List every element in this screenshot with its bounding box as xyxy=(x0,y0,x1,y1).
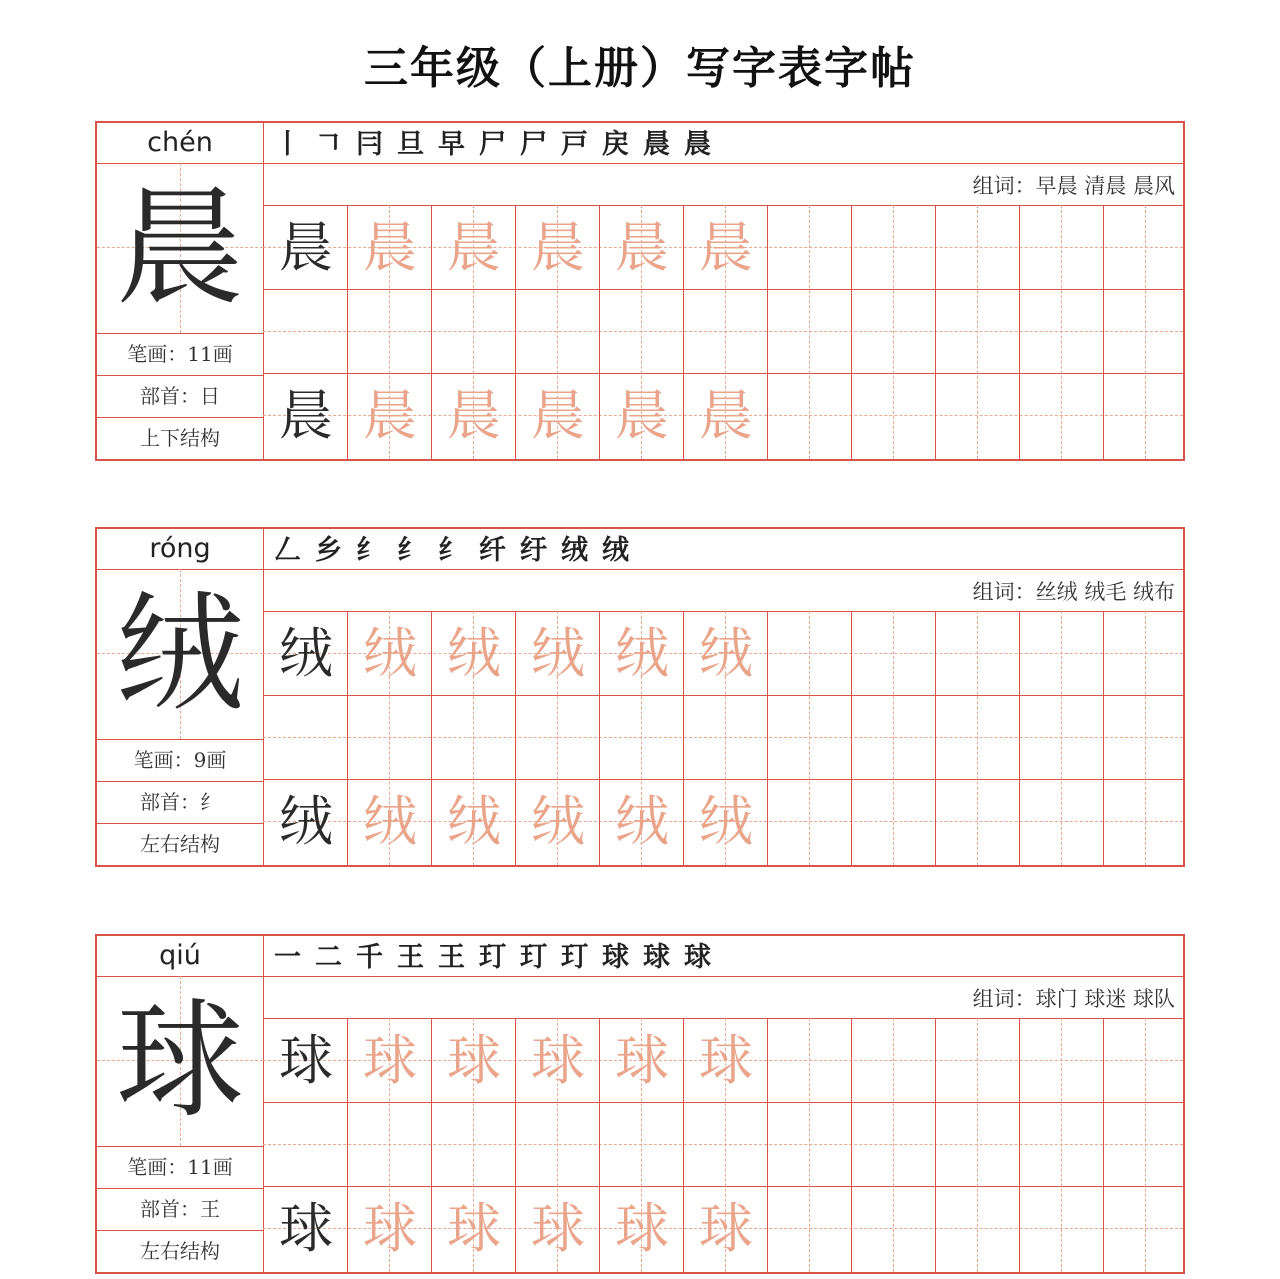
radical: 部首：王 xyxy=(140,1197,220,1221)
structure: 左右结构 xyxy=(140,832,220,856)
structure: 上下结构 xyxy=(140,426,220,450)
trace-character: 球 xyxy=(615,1197,669,1260)
grid-guide-line xyxy=(263,737,1183,738)
grid-row-line xyxy=(263,1102,1183,1103)
grid-col-line xyxy=(1103,611,1104,865)
grid-col-line xyxy=(767,611,768,865)
stroke-step: 绒 xyxy=(602,535,629,566)
grid-col-line xyxy=(1103,205,1104,459)
grid-guide-line xyxy=(977,205,978,459)
stroke-step: 丨 xyxy=(274,129,301,160)
stroke-step: 尸 xyxy=(520,129,547,160)
grid-row-line xyxy=(263,205,1183,206)
stroke-step: 绒 xyxy=(561,535,588,566)
trace-character: 球 xyxy=(363,1197,417,1260)
pinyin: qiú xyxy=(159,940,201,971)
stroke-step: 千 xyxy=(356,942,383,973)
character-block xyxy=(95,121,1185,461)
stroke-step: 玎 xyxy=(561,942,588,973)
trace-character: 球 xyxy=(615,1029,669,1092)
main-character: 晨 xyxy=(115,174,244,323)
trace-character: 球 xyxy=(447,1197,501,1260)
trace-character: 晨 xyxy=(363,216,417,279)
grid-col-line xyxy=(599,1018,600,1272)
trace-character: 球 xyxy=(447,1029,501,1092)
grid-guide-line xyxy=(893,205,894,459)
stroke-order xyxy=(267,936,718,976)
trace-character: 绒 xyxy=(615,790,669,853)
grid-col-line xyxy=(935,611,936,865)
grid-col-line xyxy=(683,611,684,865)
stroke-step: 球 xyxy=(684,942,711,973)
stroke-step: 冃 xyxy=(356,129,383,160)
grid-col-line xyxy=(515,205,516,459)
main-character: 绒 xyxy=(115,580,244,729)
stroke-step: 𠃍 xyxy=(315,129,342,160)
grid-col-line xyxy=(515,611,516,865)
trace-character: 晨 xyxy=(363,384,417,447)
left-column-divider xyxy=(263,529,264,865)
stroke-step: 纟 xyxy=(356,535,383,566)
stroke-step: 纡 xyxy=(520,535,547,566)
trace-character: 晨 xyxy=(531,384,585,447)
grid-row-line xyxy=(263,695,1183,696)
stroke-step: 晨 xyxy=(684,129,711,160)
model-character: 绒 xyxy=(279,622,333,685)
grid-col-line xyxy=(1019,205,1020,459)
grid-row-line xyxy=(263,373,1183,374)
model-character: 球 xyxy=(279,1197,333,1260)
grid-guide-line xyxy=(1145,205,1146,459)
trace-character: 球 xyxy=(531,1197,585,1260)
grid-col-line xyxy=(1103,1018,1104,1272)
pinyin: chén xyxy=(147,127,213,158)
word-examples: 组词：丝绒 绒毛 绒布 xyxy=(972,580,1175,604)
grid-guide-line xyxy=(809,611,810,865)
stroke-step: 戻 xyxy=(602,129,629,160)
trace-character: 球 xyxy=(699,1029,753,1092)
grid-guide-line xyxy=(977,1018,978,1272)
trace-character: 晨 xyxy=(447,216,501,279)
grid-row-line xyxy=(97,569,1183,570)
stroke-step: 球 xyxy=(643,942,670,973)
trace-character: 晨 xyxy=(615,384,669,447)
trace-character: 绒 xyxy=(447,622,501,685)
grid-row-line xyxy=(263,289,1183,290)
grid-col-line xyxy=(1019,611,1020,865)
grid-col-line xyxy=(347,205,348,459)
grid-col-line xyxy=(683,205,684,459)
grid-guide-line xyxy=(1061,205,1062,459)
grid-guide-line xyxy=(977,611,978,865)
trace-character: 绒 xyxy=(363,790,417,853)
trace-character: 绒 xyxy=(531,622,585,685)
left-column-divider xyxy=(263,123,264,459)
grid-col-line xyxy=(767,205,768,459)
radical: 部首：纟 xyxy=(140,790,220,814)
grid-row-line xyxy=(263,1186,1183,1187)
grid-guide-line xyxy=(1145,1018,1146,1272)
trace-character: 绒 xyxy=(615,622,669,685)
stroke-step: 一 xyxy=(274,942,301,973)
left-column-divider xyxy=(263,936,264,1272)
stroke-count: 笔画：11画 xyxy=(127,342,233,366)
trace-character: 绒 xyxy=(699,622,753,685)
character-block xyxy=(95,527,1185,867)
pinyin: róng xyxy=(149,533,211,564)
stroke-step: 早 xyxy=(438,129,465,160)
stroke-step: 王 xyxy=(438,942,465,973)
grid-guide-line xyxy=(809,205,810,459)
trace-character: 绒 xyxy=(699,790,753,853)
stroke-step: 戸 xyxy=(561,129,588,160)
grid-col-line xyxy=(515,1018,516,1272)
grid-col-line xyxy=(767,1018,768,1272)
main-character: 球 xyxy=(115,987,244,1136)
stroke-step: 旦 xyxy=(397,129,424,160)
grid-row-line xyxy=(263,611,1183,612)
trace-character: 晨 xyxy=(447,384,501,447)
trace-character: 绒 xyxy=(363,622,417,685)
grid-guide-line xyxy=(1061,611,1062,865)
stroke-step: 二 xyxy=(315,942,342,973)
grid-guide-line xyxy=(263,331,1183,332)
trace-character: 晨 xyxy=(615,216,669,279)
trace-character: 绒 xyxy=(447,790,501,853)
trace-character: 晨 xyxy=(699,216,753,279)
word-examples: 组词：球门 球迷 球队 xyxy=(972,987,1175,1011)
grid-col-line xyxy=(935,205,936,459)
model-character: 晨 xyxy=(279,216,333,279)
stroke-count: 笔画：11画 xyxy=(127,1155,233,1179)
grid-col-line xyxy=(851,611,852,865)
grid-guide-line xyxy=(809,1018,810,1272)
grid-col-line xyxy=(851,1018,852,1272)
radical: 部首：日 xyxy=(140,384,220,408)
grid-guide-line xyxy=(893,611,894,865)
stroke-count: 笔画：9画 xyxy=(133,748,227,772)
trace-character: 晨 xyxy=(699,384,753,447)
stroke-step: 尸 xyxy=(479,129,506,160)
grid-guide-line xyxy=(1145,611,1146,865)
trace-character: 晨 xyxy=(531,216,585,279)
grid-col-line xyxy=(935,1018,936,1272)
trace-character: 绒 xyxy=(531,790,585,853)
stroke-step: 晨 xyxy=(643,129,670,160)
stroke-order xyxy=(267,529,636,569)
word-examples: 组词：早晨 清晨 晨风 xyxy=(972,174,1175,198)
grid-row-line xyxy=(263,779,1183,780)
grid-col-line xyxy=(599,611,600,865)
stroke-step: 球 xyxy=(602,942,629,973)
stroke-step: 乡 xyxy=(315,535,342,566)
grid-col-line xyxy=(347,611,348,865)
stroke-step: 王 xyxy=(397,942,424,973)
stroke-order xyxy=(267,123,718,163)
model-character: 球 xyxy=(279,1029,333,1092)
grid-col-line xyxy=(431,611,432,865)
grid-row-line xyxy=(263,1018,1183,1019)
grid-guide-line xyxy=(263,1144,1183,1145)
stroke-step: 玎 xyxy=(479,942,506,973)
stroke-step: 纟 xyxy=(438,535,465,566)
trace-character: 球 xyxy=(699,1197,753,1260)
grid-guide-line xyxy=(893,1018,894,1272)
grid-col-line xyxy=(851,205,852,459)
model-character: 晨 xyxy=(279,384,333,447)
page-title: 三年级（上册）写字表字帖 xyxy=(364,43,916,94)
grid-col-line xyxy=(683,1018,684,1272)
trace-character: 球 xyxy=(363,1029,417,1092)
grid-col-line xyxy=(1019,1018,1020,1272)
grid-col-line xyxy=(347,1018,348,1272)
grid-col-line xyxy=(431,1018,432,1272)
stroke-step: 纟 xyxy=(397,535,424,566)
grid-col-line xyxy=(431,205,432,459)
model-character: 绒 xyxy=(279,790,333,853)
grid-col-line xyxy=(599,205,600,459)
trace-character: 球 xyxy=(531,1029,585,1092)
stroke-step: 纤 xyxy=(479,535,506,566)
structure: 左右结构 xyxy=(140,1239,220,1263)
stroke-step: 𠃋 xyxy=(274,535,301,566)
stroke-step: 玎 xyxy=(520,942,547,973)
character-block xyxy=(95,934,1185,1274)
grid-guide-line xyxy=(1061,1018,1062,1272)
